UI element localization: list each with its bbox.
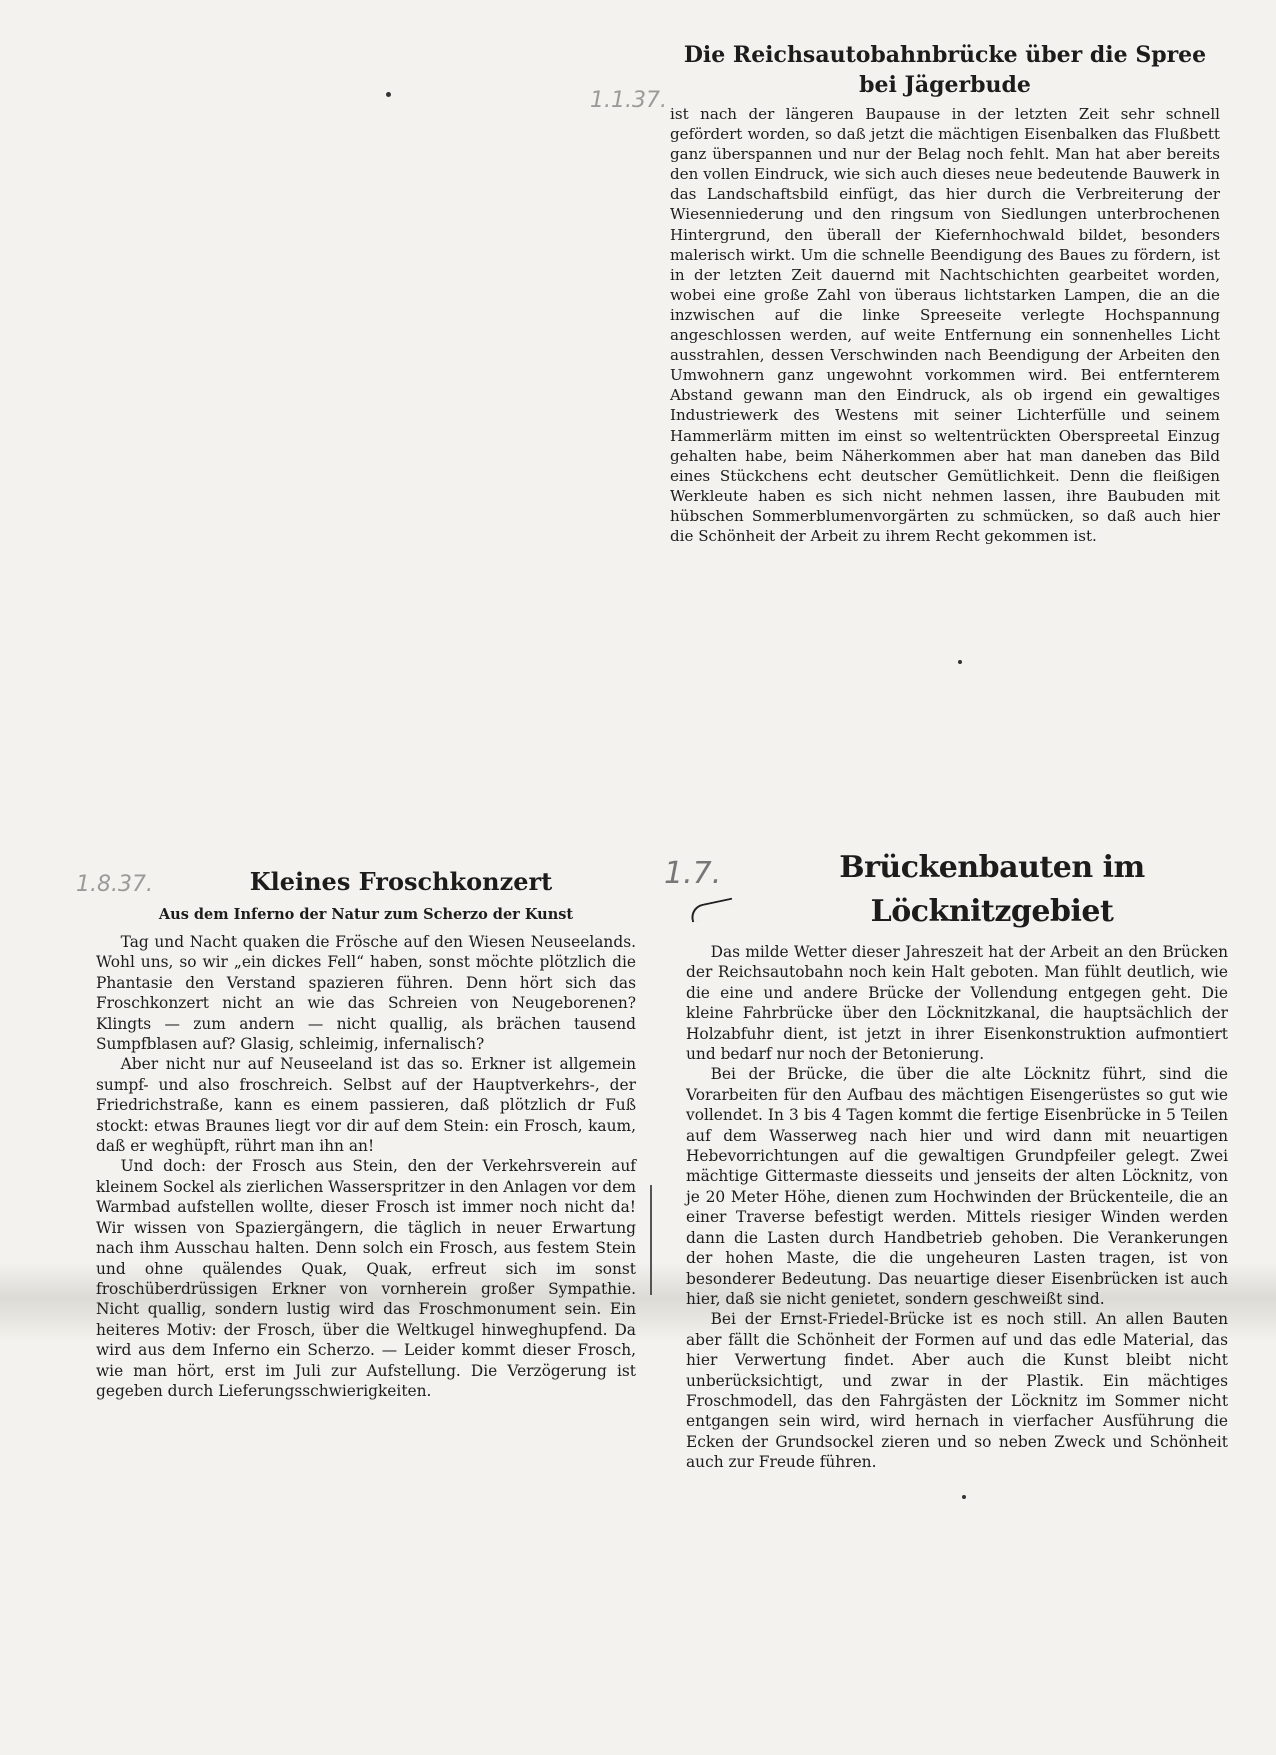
article-title: Kleines Froschkonzert — [249, 867, 553, 896]
paragraph: Tag und Nacht quaken die Frösche auf den Wiesen Neuseelands. Wohl uns, so wir „ein dickes Fell“ haben, sonst möchte plötzlich die Phantasie den Verstand spazieren führen. Denn hört sich das Froschkonzert nicht an wie das Schreien von Neugeborenen? Klingts — zum andern — nicht quallig, als brächen tausend Sumpfblasen auf? Glasig, schleimig, infernalisch? — [96, 933, 636, 1054]
ink-speck — [386, 92, 391, 97]
article-title: Die Reichsautobahnbrücke über die Spree — [683, 42, 1207, 68]
paragraph: Bei der Ernst-Friedel-Brücke ist es noch still. An allen Bauten aber fällt die Schönheit der Formen auf und das edle Material, das hier Verwertung findet. Aber auch die Kunst bleibt nicht unberücksichtigt, und zwar in der Plastik. Ein mächtiges Froschmodell, das den Fahrgästen der Löcknitz im Sommer nicht entgangen sein wird, wird hernach in vierfacher Ausführung die Ecken der Grundsockel zieren und so neben Zweck und Schönheit auch zur Freude führen. — [686, 1310, 1228, 1472]
handwritten-date-note: 1.1.37. — [590, 88, 667, 113]
paragraph: Und doch: der Frosch aus Stein, den der Verkehrsverein auf kleinem Sockel als zierlichen Wasserspritzer in den Anlagen vor dem Warmbad aufstellen wollte, dieser Frosch ist immer noch nicht da! Wir wissen von Spaziergängern, die täglich in neuer Erwartung nach ihm Ausschau halten. Denn solch ein Frosch, aus festem Stein und ohne quälendes Quak, Quak, erfreut sich im sonst froschüberdrüssigen Erkner von vornherein großer Sympathie. Nicht quallig, sondern lustig wird das Froschmonument sein. Ein heiteres Motiv: der Frosch, über die Weltkugel hinweghupfend. Da wird aus dem Inferno ein Scherzo. — Leider kommt dieser Frosch, wie man hört, erst im Juli zur Aufstellung. Die Verzögerung ist gegeben durch Lieferungsschwierigkeiten. — [96, 1157, 636, 1400]
paragraph: Aber nicht nur auf Neuseeland ist das so. Erkner ist allgemein sumpf- und also froschreich. Selbst auf der Hauptverkehrs-, der Friedrichstraße, kann es einem passieren, daß plötzlich dr Fuß stockt: etwas Braunes liegt vor dir auf dem Stein: ein Frosch, kaum, daß er weghüpft, rührt man ihn an! — [96, 1055, 636, 1156]
article-title: Brückenbauten im Löcknitzgebiet — [839, 850, 1145, 929]
paragraph: ist nach der längeren Baupause in der letzten Zeit sehr schnell gefördert worden, so daß jetzt die mächtigen Eisenbalken das Flußbett ganz überspannen und nur der Belag noch fehlt. Man hat aber bereits den vollen Eindruck, wie sich auch dieses neue bedeutende Bauwerk in das Landschaftsbild einfügt, das hier durch die Verbreiterung der Wiesenniederung und den ringsum von Siedlungen unterbrochenen Hintergrund, den überall der Kiefernhochwald bildet, besonders malerisch wirkt. Um die schnelle Beendigung des Baues zu fördern, ist in der letzten Zeit dauernd mit Nachtschichten gearbeitet worden, wobei eine große Zahl von überaus lichtstarken Lampen, die an die inzwischen auf die linke Spreeseite verlegte Hochspannung angeschlossen werden, auf weite Entfernung ein sonnenhelles Licht ausstrahlen, dessen Verschwinden nach Beendigung der Arbeiten den Umwohnern ganz ungewohnt vorkommen wird. Bei entfernterem Abstand gewann man den Eindruck, als ob irgend ein gewaltiges Industriewerk des Westens mit seiner Lichterfülle und seinem Hammerlärm mitten im einst so weltentrückten Oberspreetal Einzug gehalten habe, beim Näherkommen aber hat man daneben das Bild eines Stückchens echt deutscher Gemütlichkeit. Denn die fleißigen Werkleute haben es sich nicht nehmen lassen, ihre Baubuden mit hübschen Sommerblumenvorgärten zu schmücken, so daß auch hier die Schönheit der Arbeit zu ihrem Recht gekommen ist. — [670, 105, 1220, 545]
article-body — [686, 942, 1228, 1473]
ink-speck — [958, 660, 962, 664]
paragraph: Bei der Brücke, die über die alte Löcknitz führt, sind die Vorarbeiten für den Aufbau des mächtigen Eisengerüstes so gut wie vollendet. In 3 bis 4 Tagen kommt die fertige Eisenbrücke in 5 Teilen auf dem Wasserweg nach hier und wird dann mit neuartigen Hebevorrichtungen auf die gewaltigen Grundpfeiler gelegt. Zwei mächtige Gittermaste diesseits und jenseits der alten Löcknitz, von je 20 Meter Höhe, dienen zum Hochwinden der Brückenteile, die an einer Traverse befestigt werden. Mittels riesiger Winden werden dann die Lasten durch Handbetrieb gehoben. Die Verankerungen der hohen Maste, die die ungeheuren Lasten tragen, ist von besonderer Bedeutung. Das neuartige dieser Eisenbrücken ist auch hier, daß sie nicht genietet, sondern geschweißt sind. — [686, 1065, 1228, 1308]
article-title-line-2: bei Jägerbude — [859, 72, 1031, 98]
paragraph: Das milde Wetter dieser Jahreszeit hat der Arbeit an den Brücken der Reichsautobahn noch kein Halt geboten. Man fühlt deutlich, wie die eine und andere Brücke der Vollendung entgegen geht. Die kleine Fahrbrücke über den Löcknitzkanal, die hauptsächlich der Holzabfuhr dient, ist jetzt in ihrer Eisenkonstruktion aufmontiert und bedarf nur noch der Betonierung. — [686, 943, 1228, 1064]
handwritten-date-note: 1.7. — [664, 856, 722, 891]
article-brueckenbauten — [686, 846, 1228, 1473]
handwritten-date-note: 1.8.37. — [76, 872, 153, 897]
ink-speck — [962, 1495, 966, 1499]
article-kleines-froschkonzert — [96, 866, 636, 1401]
article-body — [670, 104, 1220, 546]
article-subtitle: Aus dem Inferno der Natur zum Scherzo der Kunst — [158, 906, 574, 923]
article-body — [96, 932, 636, 1401]
column-rule — [650, 1185, 652, 1295]
article-reichsautobahnbruecke — [670, 40, 1220, 546]
